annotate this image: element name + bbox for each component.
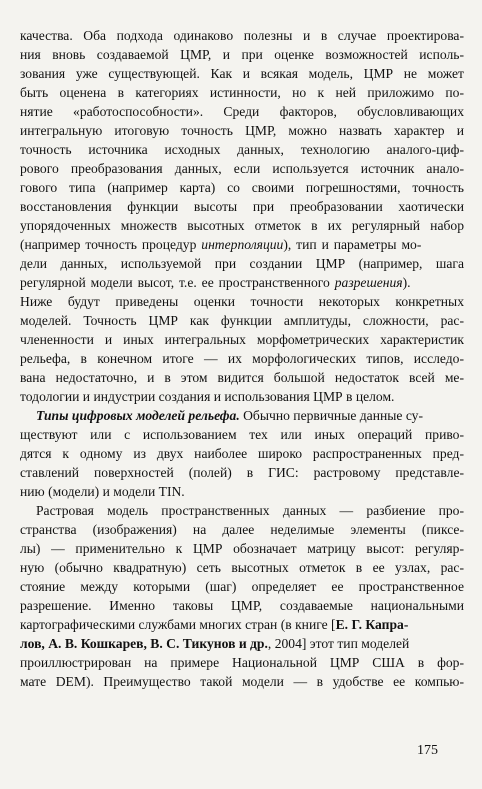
text-run: ), тип и параметры мо- xyxy=(283,237,422,252)
text-run: Обычно первичные данные су- xyxy=(239,408,424,423)
text-line: быть оценена в категориях истинности, но к ней приложимо по- xyxy=(20,85,464,100)
text-line: рового преобразования данных, если используется источник анало- xyxy=(20,161,464,176)
text-line: гового типа (например карта) со своими погрешностями, точность xyxy=(20,180,464,195)
text-line: ния вновь создаваемой ЦМР, и при оценке возможностей исполь- xyxy=(20,47,464,62)
text-line: дели данных, используемой при создании ЦМР (например, шага xyxy=(20,256,464,271)
text-line: нятие «работоспособности». Среди факторов, обусловливающих xyxy=(20,104,464,119)
text-line xyxy=(20,273,464,292)
text-line: точность источника исходных данных, технологию аналого-циф- xyxy=(20,142,464,157)
text-line: лы) — применительно к ЦМР обозначает матрицу высот: регуляр- xyxy=(20,541,464,556)
text-line: стояние между которыми (шаг) определяет ее пространственное xyxy=(20,579,464,594)
text-line: дятся к одному из двух наиболее широко распространенных пред- xyxy=(20,446,464,461)
text-line: упорядоченных множеств высотных отметок в их регулярный набор xyxy=(20,218,464,233)
text-line: интегральную итоговую точность ЦМР, можно назвать характер и xyxy=(20,123,464,138)
text-line: восстановления функции высоты при преобразовании хаотически xyxy=(20,199,464,214)
text-line: члененности и иных интегральных морфометрических характеристик xyxy=(20,332,464,347)
text-line: тодологии и индустрии создания и использования ЦМР в целом. xyxy=(20,389,395,404)
italic-term: разрешения xyxy=(334,275,403,290)
citation-authors: лов, А. В. Кошкарев, В. С. Тикунов и др. xyxy=(20,636,268,651)
text-run: (например точность процедур xyxy=(20,237,202,252)
text-line: ную (обычно квадратную) сеть высотных отметок в ее узлах, рас- xyxy=(20,560,464,575)
text-line: вана недостаточно, и в этом видится большой недостаток всей ме- xyxy=(20,370,464,385)
text-line: моделей. Точность ЦМР как функции амплитуды, сложности, рас- xyxy=(20,313,464,328)
citation-authors: Е. Г. Капра- xyxy=(335,617,409,632)
text-line: зования уже существующей. Как и всякая модель, ЦМР не может xyxy=(20,66,464,81)
text-line xyxy=(20,615,464,634)
page-number: 175 xyxy=(417,743,438,758)
section-heading: Типы цифровых моделей рельефа. xyxy=(36,408,240,423)
text-run: регулярной модели высот, т.е. ее пространственного xyxy=(20,275,335,290)
text-line: разрешение. Именно таковы ЦМР, создаваемые национальными xyxy=(20,598,464,613)
text-run: ). xyxy=(402,275,411,290)
text-line: качества. Оба подхода одинаково полезны и в случае проектирова- xyxy=(20,28,464,43)
text-line: нию (модели) и модели TIN. xyxy=(20,484,185,499)
text-run: картографическими службами многих стран (в книге [ xyxy=(20,617,336,632)
text-line: мате DEM). Преимущество такой модели — в удобстве ее компью- xyxy=(20,674,464,689)
text-line xyxy=(20,235,464,254)
text-line: рельефа, в конечном итоге — их морфологических типов, исследо- xyxy=(20,351,464,366)
text-line xyxy=(20,634,464,653)
text-line xyxy=(20,406,464,425)
text-line: Растровая модель пространственных данных — разбиение про- xyxy=(36,503,464,518)
text-line: ставлений поверхностей (полей) в ГИС: растровому представле- xyxy=(20,465,464,480)
text-line: Ниже будут приведены оценки точности некоторых конкретных xyxy=(20,294,464,309)
text-run: , 2004] этот тип моделей xyxy=(267,636,410,651)
italic-term: интерполяции xyxy=(201,237,284,252)
text-line: ществуют или с использованием тех или иных операций приво- xyxy=(20,427,464,442)
text-line: проиллюстрирован на примере Национальной ЦМР США в фор- xyxy=(20,655,464,670)
text-line: странства (изображения) на далее неделимые элементы (пиксе- xyxy=(20,522,464,537)
